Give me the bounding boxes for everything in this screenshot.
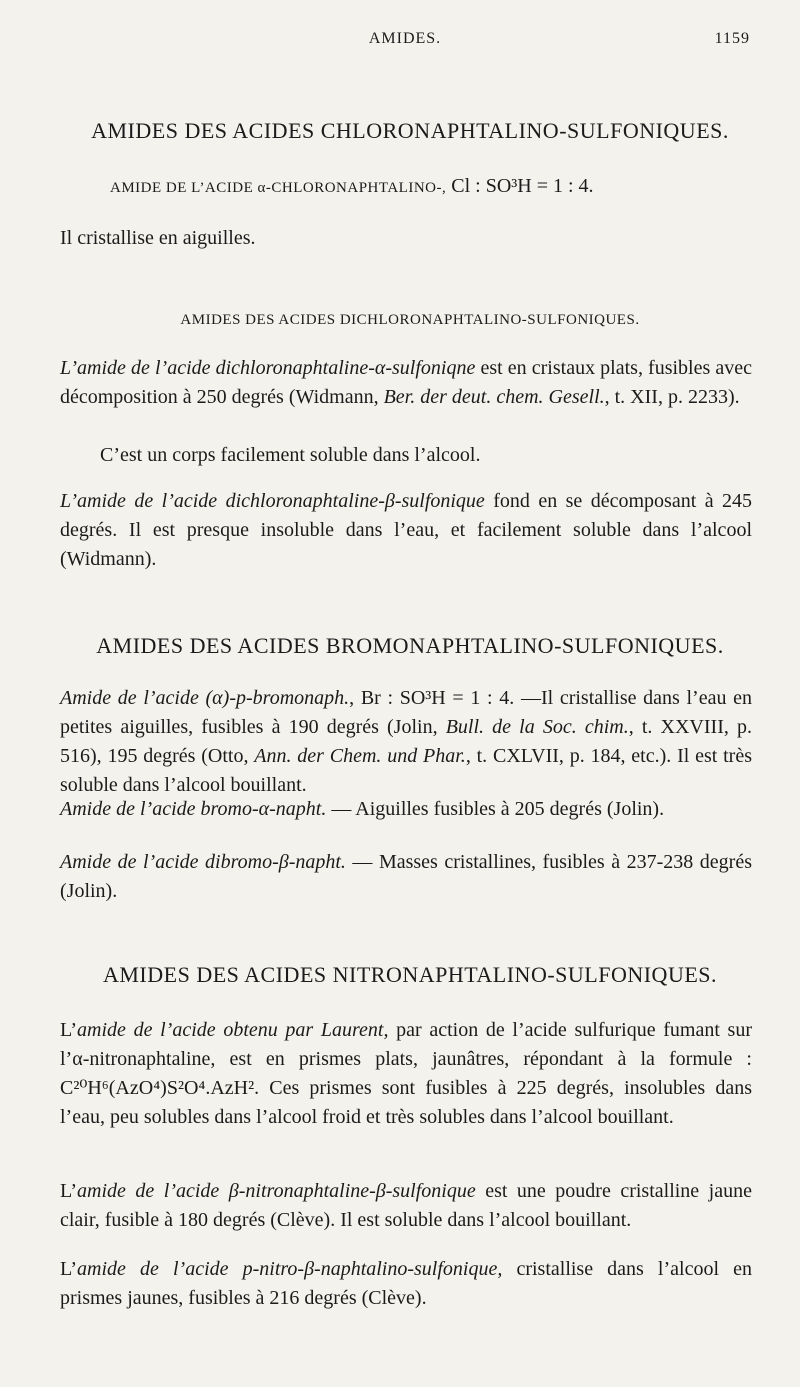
section-heading-bromo: AMIDES DES ACIDES BROMONAPHTALINO-SULFONIQUES.	[96, 633, 724, 658]
reference-title: Bull. de la Soc. chim.	[445, 716, 629, 738]
paragraph-lead: L’	[60, 1180, 78, 1202]
paragraph-text: , t. CXLVII, p. 184, etc.). Il est très soluble dans l’alcool bouillant.	[60, 745, 752, 796]
paragraph-text: fond en se décomposant à 245 degrés. Il est presque insoluble dans l’eau, et facilement soluble dans l’alcool (Widmann).	[60, 490, 752, 570]
compound-name: L’amide de l’acide dichloronaphtaline-β-sulfonique	[60, 490, 485, 512]
paragraph-p-nitro	[60, 1255, 752, 1313]
paragraph-dichloro-alpha	[60, 354, 752, 412]
reference-tail: , t. XII, p. 2233).	[604, 386, 740, 408]
paragraph-lead: L’	[60, 1019, 78, 1041]
paragraph-bromo-alpha	[60, 795, 752, 824]
subheading-alpha-chloro	[110, 172, 752, 203]
compound-name: amide de l’acide β-nitronaphtaline-β-sulfonique	[77, 1180, 476, 1202]
paragraph-dibromo-beta	[60, 848, 752, 906]
paragraph-text: par action de l’acide sulfurique fumant sur l’α-nitronaphtaline, est en prismes plats, jaunâtres, répondant à la formule : C²⁰H⁶(AzO⁴)S²O⁴.AzH². Ces prismes sont fusibles à 225 degrés, insolubles dans l’eau, peu solubles dans l’alcool froid et très solubles dans l’alcool bouillant.	[60, 1019, 752, 1128]
section-heading-dichloro: AMIDES DES ACIDES DICHLORONAPHTALINO-SULFONIQUES.	[180, 312, 640, 328]
compound-name: L’amide de l’acide dichloronaphtaline-α-sulfoniqne	[60, 357, 476, 379]
paragraph-soluble: C’est un corps facilement soluble dans l’alcool.	[100, 444, 481, 466]
running-title: AMIDES.	[368, 30, 442, 47]
compound-name: amide de l’acide p-nitro-β-naphtalino-sulfonique,	[77, 1258, 503, 1280]
paragraph-lead: L’	[60, 1258, 78, 1280]
paragraph-nitro-beta	[60, 1177, 752, 1235]
paragraph-text: — Masses cristallines, fusibles à 237-238 degrés (Jolin).	[60, 851, 752, 902]
section-heading-chloro: AMIDES DES ACIDES CHLORONAPHTALINO-SULFONIQUES.	[91, 118, 729, 143]
paragraph-text: , Br : SO³H = 1 : 4. —Il cristallise dans l’eau en petites aiguilles, fusibles à 190 degrés (Jolin,	[60, 687, 753, 738]
compound-name: Amide de l’acide dibromo-β-napht.	[60, 851, 346, 873]
reference-title: Ber. der deut. chem. Gesell.	[383, 386, 605, 408]
paragraph-p-bromo	[60, 684, 752, 800]
page-number: 1159	[714, 30, 750, 47]
paragraph-dichloro-beta	[60, 487, 752, 574]
subheading-formula: Cl : SO³H = 1 : 4.	[451, 175, 594, 197]
compound-name: Amide de l’acide (α)-p-bromonaph.	[60, 687, 350, 709]
paragraph-text: est une poudre cristalline jaune clair, fusible à 180 degrés (Clève). Il est soluble dans l’alcool bouillant.	[60, 1180, 752, 1231]
section-heading-nitro: AMIDES DES ACIDES NITRONAPHTALINO-SULFONIQUES.	[102, 962, 718, 987]
paragraph-laurent	[60, 1016, 752, 1132]
paragraph-text: est en cristaux plats, fusibles avec décomposition à 250 degrés (Widmann,	[60, 357, 752, 408]
running-header	[60, 30, 750, 54]
subheading-smallcaps: AMIDE DE L’ACIDE α-CHLORONAPHTALINO-,	[110, 180, 447, 196]
paragraph-crystallise: Il cristallise en aiguilles.	[60, 227, 256, 249]
reference-title: Ann. der Chem. und Phar.	[254, 745, 466, 767]
compound-name: amide de l’acide obtenu par Laurent,	[77, 1019, 389, 1041]
paragraph-text: cristallise dans l’alcool en prismes jaunes, fusibles à 216 degrés (Clève).	[60, 1258, 752, 1309]
compound-name: Amide de l’acide bromo-α-napht.	[60, 798, 327, 820]
paragraph-text: — Aiguilles fusibles à 205 degrés (Jolin).	[326, 798, 665, 820]
paragraph-text: , t. XXVIII, p. 516), 195 degrés (Otto,	[60, 716, 752, 767]
